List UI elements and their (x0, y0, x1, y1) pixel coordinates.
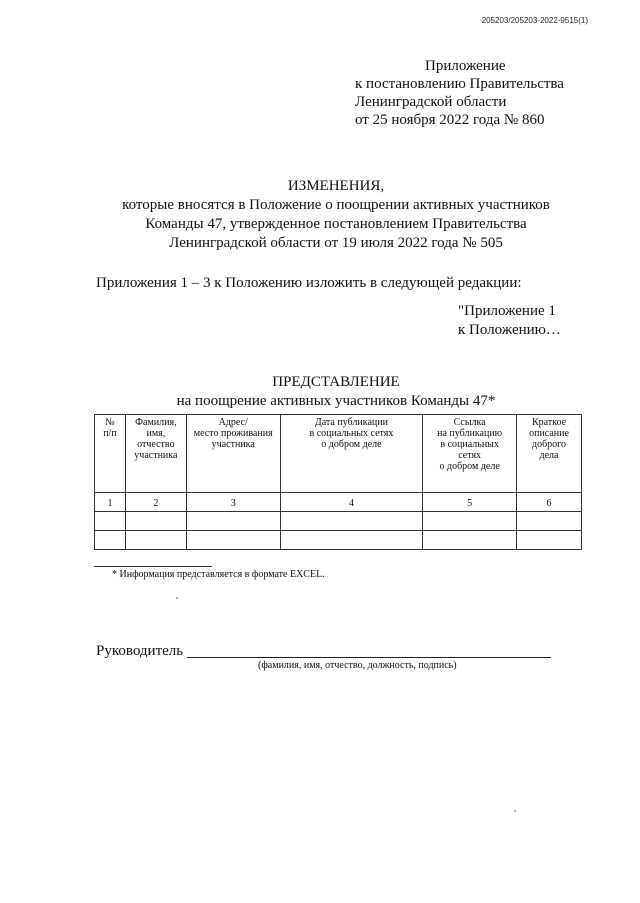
cell-line: № (105, 417, 115, 428)
reference-line-1: "Приложение 1 (458, 303, 556, 319)
cell-line: в социальных (440, 439, 499, 450)
table-cell (280, 531, 423, 550)
cell-line: Фамилия, (135, 417, 177, 428)
cell-line: участника (134, 450, 178, 461)
footnote: * Информация представляется в формате EXCEL. (112, 569, 325, 580)
table-cell (95, 512, 126, 531)
cell-line: Адрес/ (218, 417, 248, 428)
heading-line-2: Команды 47, утвержденное постановлением Правительства (145, 216, 527, 232)
cell-line: доброго (532, 439, 567, 450)
table-header-cell (423, 415, 517, 493)
table-header-cell (125, 415, 186, 493)
scan-speck (176, 597, 178, 599)
intro-text: Приложения 1 – 3 к Положению изложить в следующей редакции: (96, 275, 522, 291)
cell-line: Краткое (531, 417, 567, 428)
appendix-block (355, 57, 564, 129)
table-cell (423, 531, 517, 550)
cell-line: на публикацию (437, 428, 503, 439)
table-cell (280, 512, 423, 531)
reference-block (458, 302, 561, 340)
reference-line-2: к Положению… (458, 322, 561, 338)
form-title: ПРЕДСТАВЛЕНИЕ (272, 374, 400, 390)
signature-line (187, 657, 551, 658)
table-cell (186, 531, 280, 550)
cell-line: п/п (103, 428, 117, 439)
table-cell (95, 531, 126, 550)
table-empty-row (95, 512, 582, 531)
table-cell (517, 512, 582, 531)
appendix-line-4: от 25 ноября 2022 года № 860 (355, 112, 545, 128)
cell-line: Дата публикации (314, 417, 388, 428)
cell-line: участника (211, 439, 255, 450)
cell-line: Ссылка (453, 417, 486, 428)
cell-line: описание (529, 428, 569, 439)
heading-block (0, 177, 640, 253)
table-number-row (95, 493, 582, 512)
table-cell: 6 (517, 493, 582, 512)
appendix-line-1: Приложение (425, 58, 506, 74)
table-header-cell (280, 415, 423, 493)
table-cell: 2 (125, 493, 186, 512)
cell-line: о добром деле (321, 439, 382, 450)
signature-label: Руководитель (96, 643, 184, 659)
table-cell (186, 512, 280, 531)
cell-line: имя, (146, 428, 166, 439)
table-empty-row (95, 531, 582, 550)
table-cell (517, 531, 582, 550)
appendix-line-3: Ленинградской области (355, 94, 507, 110)
table-header-cell (95, 415, 126, 493)
cell-line: о добром деле (439, 461, 500, 472)
table-header-cell (186, 415, 280, 493)
appendix-line-2: к постановлению Правительства (355, 76, 564, 92)
heading-title: ИЗМЕНЕНИЯ, (287, 178, 385, 194)
table-cell: 4 (280, 493, 423, 512)
table-cell: 1 (95, 493, 126, 512)
table-cell (125, 512, 186, 531)
cell-line: место проживания (193, 428, 273, 439)
table-cell: 3 (186, 493, 280, 512)
signature-hint: (фамилия, имя, отчество, должность, подпись) (258, 660, 457, 671)
heading-line-1: которые вносятся в Положение о поощрении активных участников (122, 197, 550, 213)
table-cell: 5 (423, 493, 517, 512)
heading-line-3: Ленинградской области от 19 июля 2022 года № 505 (169, 235, 503, 251)
table-cell (423, 512, 517, 531)
cell-line: дела (539, 450, 559, 461)
table-header-cell (517, 415, 582, 493)
form-heading (0, 373, 640, 411)
scan-speck (514, 810, 516, 812)
cell-line: отчество (137, 439, 175, 450)
table-cell (125, 531, 186, 550)
document-id: 205203/205203-2022-9515(1) (481, 16, 588, 25)
table-header-row (95, 415, 582, 493)
footnote-rule (94, 566, 212, 567)
nomination-table (94, 414, 582, 550)
cell-line: в социальных сетях (309, 428, 394, 439)
cell-line: сетях (458, 450, 482, 461)
form-subtitle: на поощрение активных участников Команды 47* (176, 393, 496, 409)
